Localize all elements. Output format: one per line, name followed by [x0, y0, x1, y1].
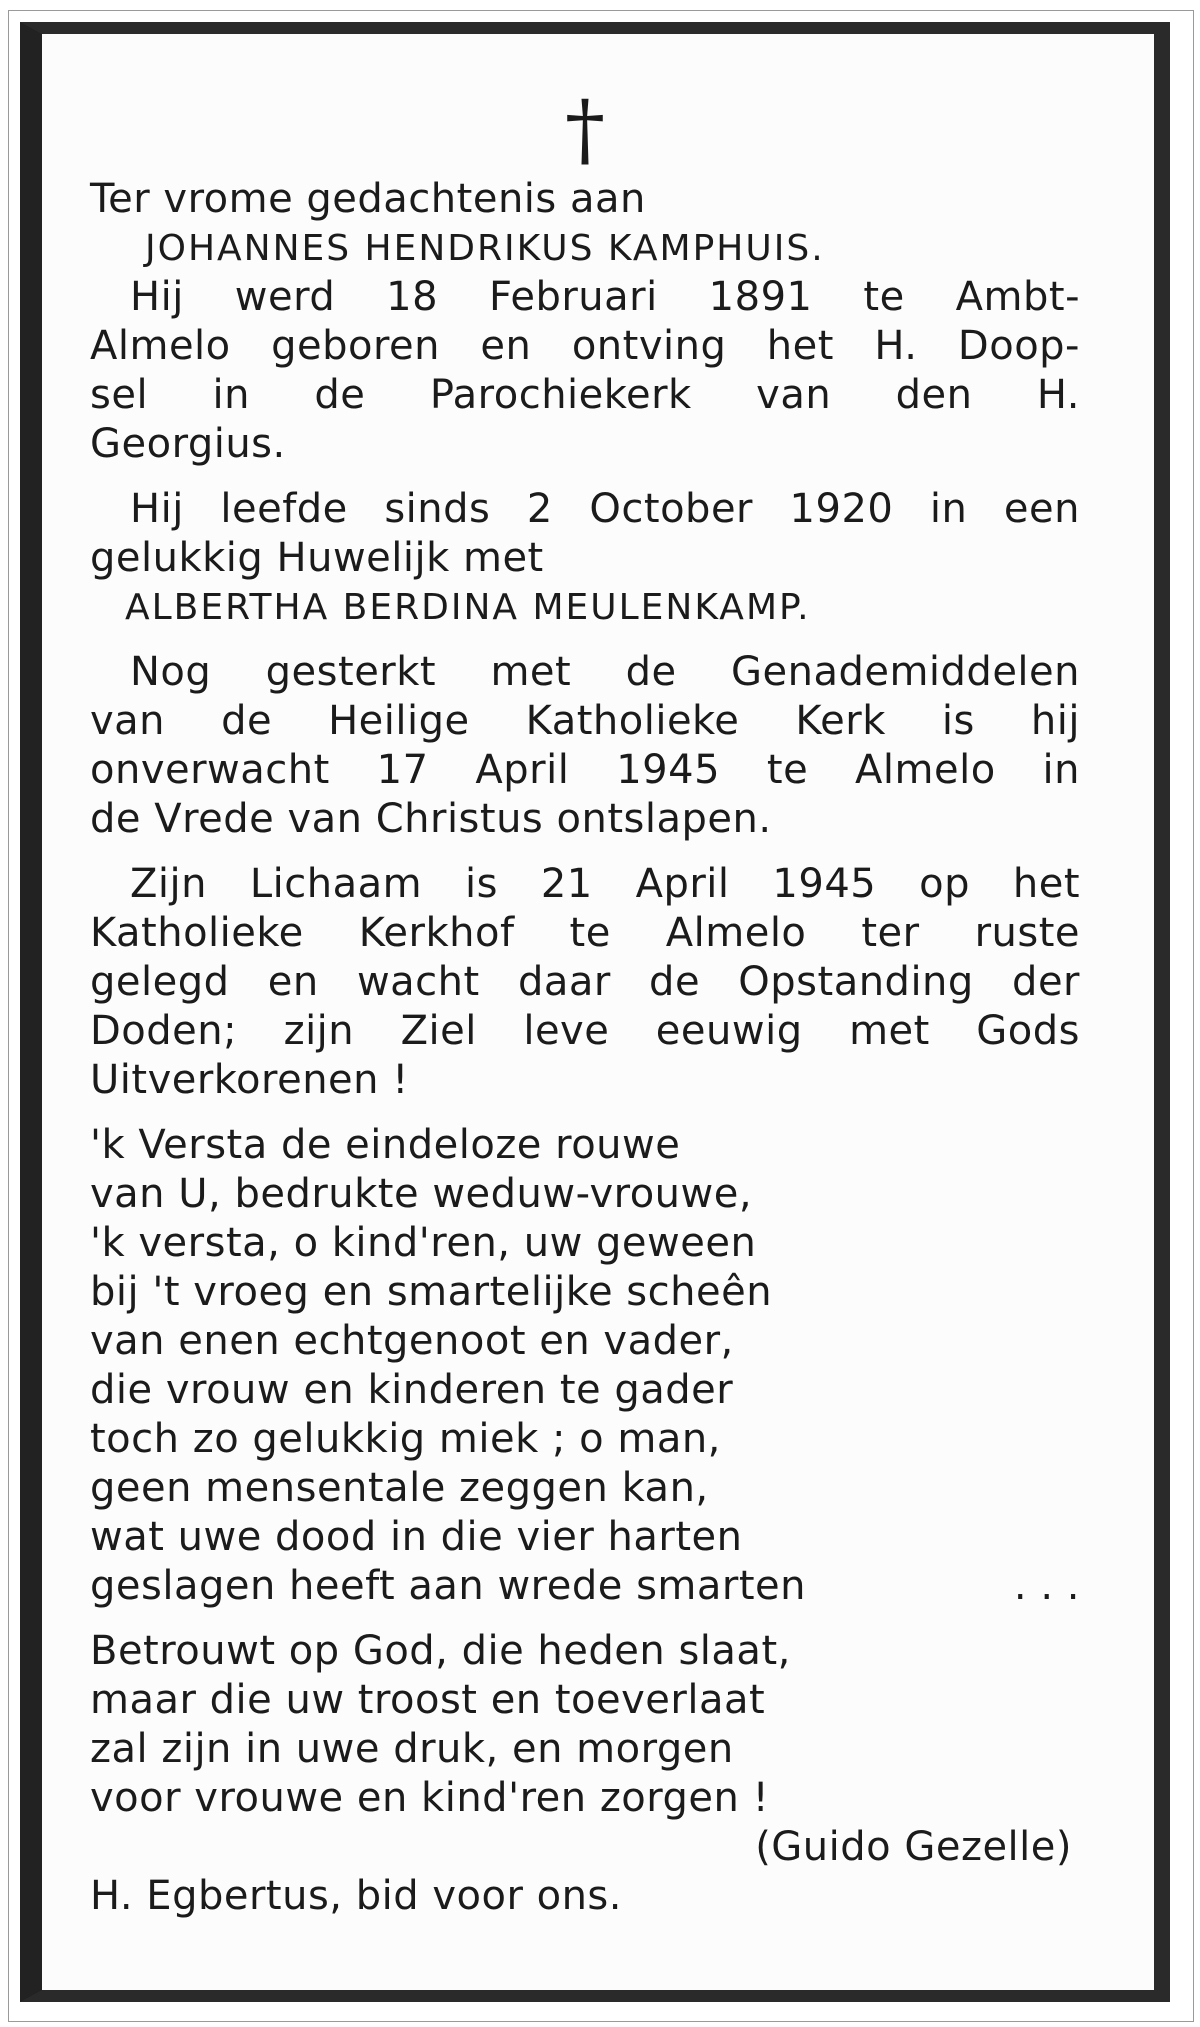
poem-line: 'k versta, o kind'ren, uw geween [90, 1220, 757, 1266]
marriage-paragraph [90, 485, 1080, 632]
text-line: van de Heilige Katholieke Kerk is hij [90, 698, 1080, 744]
text-line: Nog gesterkt met de Genademiddelen [130, 649, 1080, 695]
poem-line: van U, bedrukte weduw-vrouwe, [90, 1171, 753, 1217]
card-text [90, 83, 1080, 1921]
poem-line: geen mensentale zeggen kan, [90, 1465, 709, 1511]
poem-line: die vrouw en kinderen te gader [90, 1367, 734, 1413]
poem-line-text: geslagen heeft aan wrede smarten [90, 1563, 806, 1609]
intro-line: Ter vrome gedachtenis aan [90, 176, 646, 222]
text-line: sel in de Parochiekerk van den H. [90, 372, 1080, 418]
poem-line: Betrouwt op God, die heden slaat, [90, 1628, 791, 1674]
text-line: gelegd en wacht daar de Opstanding der [90, 959, 1080, 1005]
poem-line: zal zijn in uwe druk, en morgen [90, 1726, 734, 1772]
poem-line: toch zo gelukkig miek ; o man, [90, 1416, 721, 1462]
birth-paragraph [90, 273, 1080, 469]
poem-line: voor vrouwe en kind'ren zorgen ! [90, 1775, 770, 1821]
poem-line-last [90, 1562, 1080, 1611]
text-line: Katholieke Kerkhof te Almelo ter ruste [90, 910, 1080, 956]
poem-stanza-2 [90, 1627, 1080, 1872]
closing-prayer: H. Egbertus, bid voor ons. [90, 1873, 622, 1919]
text-line: Almelo geboren en ontving het H. Doop- [90, 323, 1080, 369]
spouse-name: ALBERTHA BERDINA MEULENKAMP. [125, 587, 811, 628]
text-line: Doden; zijn Ziel leve eeuwig met Gods [90, 1008, 1080, 1054]
cross-icon: † [565, 83, 605, 176]
text-line: Georgius. [90, 421, 286, 467]
text-line: Hij leefde sinds 2 October 1920 in een [130, 486, 1080, 532]
ellipsis: . . . [1013, 1563, 1080, 1609]
text-line: gelukkig Huwelijk met [90, 535, 544, 581]
death-paragraph [90, 648, 1080, 844]
poem-line: bij 't vroeg en smartelijke scheên [90, 1269, 773, 1315]
text-line: onverwacht 17 April 1945 te Almelo in [90, 747, 1080, 793]
text-line: Hij werd 18 Februari 1891 te Ambt- [130, 274, 1080, 320]
deceased-name: JOHANNES HENDRIKUS KAMPHUIS. [145, 228, 825, 269]
text-line: Zijn Lichaam is 21 April 1945 op het [130, 861, 1080, 907]
poem-line: wat uwe dood in die vier harten [90, 1514, 743, 1560]
poem-author: (Guido Gezelle) [755, 1824, 1072, 1870]
burial-paragraph [90, 860, 1080, 1105]
text-line: Uitverkorenen ! [90, 1057, 409, 1103]
poem-line: 'k Versta de eindeloze rouwe [90, 1122, 681, 1168]
poem-line: maar die uw troost en toeverlaat [90, 1677, 766, 1723]
poem-stanza-1 [90, 1121, 1080, 1611]
text-line: de Vrede van Christus ontslapen. [90, 796, 772, 842]
poem-line: van enen echtgenoot en vader, [90, 1318, 734, 1364]
